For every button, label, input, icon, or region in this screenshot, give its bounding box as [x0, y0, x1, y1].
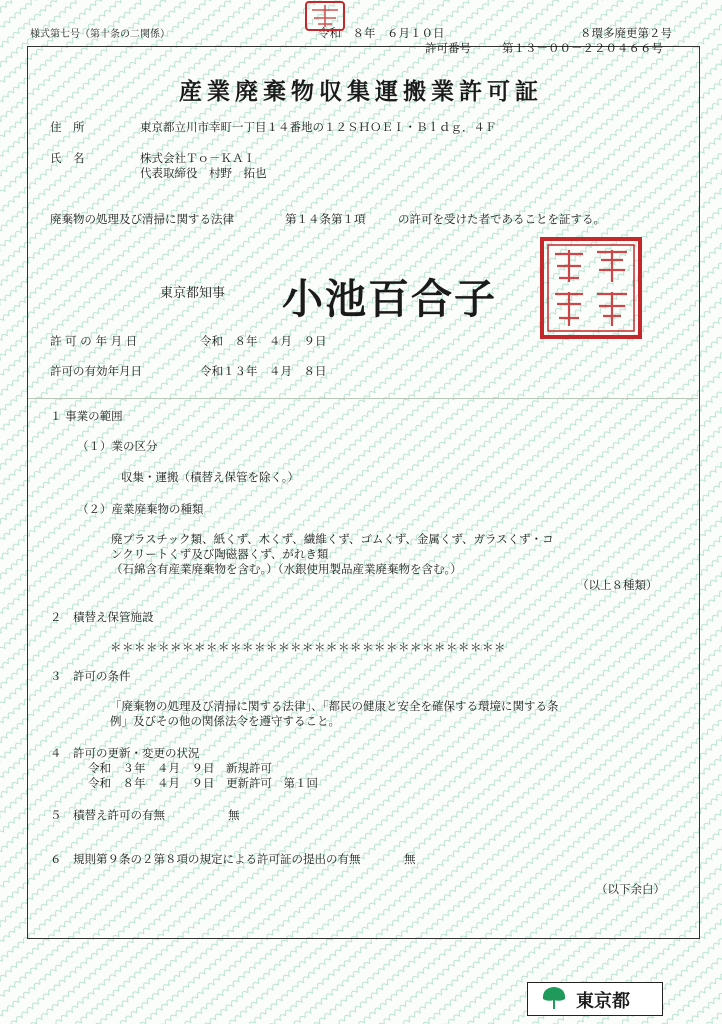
governor-signature: 小池百合子	[282, 275, 497, 323]
waste-types-line-2: ンクリートくず及び陶磁器くず、がれき類	[111, 547, 329, 561]
top-seal	[300, 0, 350, 40]
waste-types-line-3: （石綿含有産業廃棄物を含む。）（水銀使用製品産業廃棄物を含む。）	[111, 562, 462, 576]
law-name: 廃棄物の処理及び清掃に関する法律	[50, 212, 234, 226]
waste-types-line-1: 廃プラスチック類、紙くず、木くず、繊維くず、ゴムくず、金属くず、ガラスくず・コ	[111, 532, 554, 546]
section-3-line-2: 例」及びその他の関係法令を遵守すること。	[110, 714, 340, 728]
representative-name: 代表取締役 村野 拓也	[140, 166, 267, 180]
governor-title: 東京都知事	[160, 286, 226, 301]
section-6-value: 無	[404, 852, 416, 866]
section-4-line-1: 令和 ３年 ４月 ９日 新規許可	[88, 761, 272, 775]
name-label: 氏 名	[50, 151, 85, 165]
permit-date: 令和 ８年 ４月 ９日	[200, 334, 327, 348]
governor-seal	[539, 236, 643, 340]
certificate-title: 産業廃棄物収集運搬業許可証	[179, 78, 543, 105]
valid-until: 令和１３年 ４月 ８日	[200, 364, 327, 378]
permit-number: 第１３－００－２２０４６６号	[502, 41, 663, 55]
ginkgo-leaf-icon	[540, 985, 568, 1011]
company-name: 株式会社Ｔｏ－ＫＡＩ	[140, 151, 255, 165]
end-note: （以下余白）	[596, 882, 665, 896]
section-4-line-2: 令和 ８年 ４月 ９日 更新許可 第１回	[88, 776, 318, 790]
form-number: 様式第七号（第十条の二関係）	[30, 29, 170, 40]
section-divider	[28, 398, 698, 399]
address-value: 東京都立川市幸町一丁目１４番地の１２ＳＨＯＥＩ・Ｂｌｄｇ．４Ｆ	[140, 120, 497, 134]
logo-text: 東京都	[576, 991, 630, 1012]
section-4-title: ４ 許可の更新・変更の状況	[50, 746, 200, 760]
waste-types-total: （以上８種類）	[577, 578, 658, 592]
permit-number-label: 許可番号	[425, 41, 471, 55]
section-5-value: 無	[228, 808, 240, 822]
section-3-line-1: 「廃棄物の処理及び清掃に関する法律」、「都民の健康と安全を確保する環境に関する条	[110, 699, 559, 713]
section-1-1-title: （１）業の区分	[77, 439, 158, 453]
section-2-body: ＊＊＊＊＊＊＊＊＊＊＊＊＊＊＊＊＊＊＊＊＊＊＊＊＊＊＊＊＊＊＊＊＊	[110, 640, 506, 654]
section-1-title: １ 事業の範囲	[50, 409, 123, 423]
section-1-2-title: （２）産業廃棄物の種類	[77, 502, 204, 516]
section-5-title: ５ 積替え許可の有無	[50, 808, 165, 822]
issue-date: 令和 ８年 ６月１０日	[318, 26, 445, 40]
certificate-frame	[27, 46, 700, 939]
law-article: 第１４条第１項	[285, 212, 366, 226]
section-6-title: ６ 規則第９条の２第８項の規定による許可証の提出の有無	[50, 852, 361, 866]
valid-until-label: 許可の有効年月日	[50, 364, 142, 378]
address-label: 住 所	[50, 120, 85, 134]
section-1-1-body: 収集・運搬（積替え保管を除く。）	[121, 470, 300, 484]
reference-number: ８環多廃更第２号	[580, 26, 672, 40]
section-2-title: ２ 積替え保管施設	[50, 610, 154, 624]
certification-statement: の許可を受けた者であることを証する。	[398, 212, 605, 226]
section-3-title: ３ 許可の条件	[50, 669, 131, 683]
permit-date-label: 許 可 の 年 月 日	[50, 334, 138, 348]
